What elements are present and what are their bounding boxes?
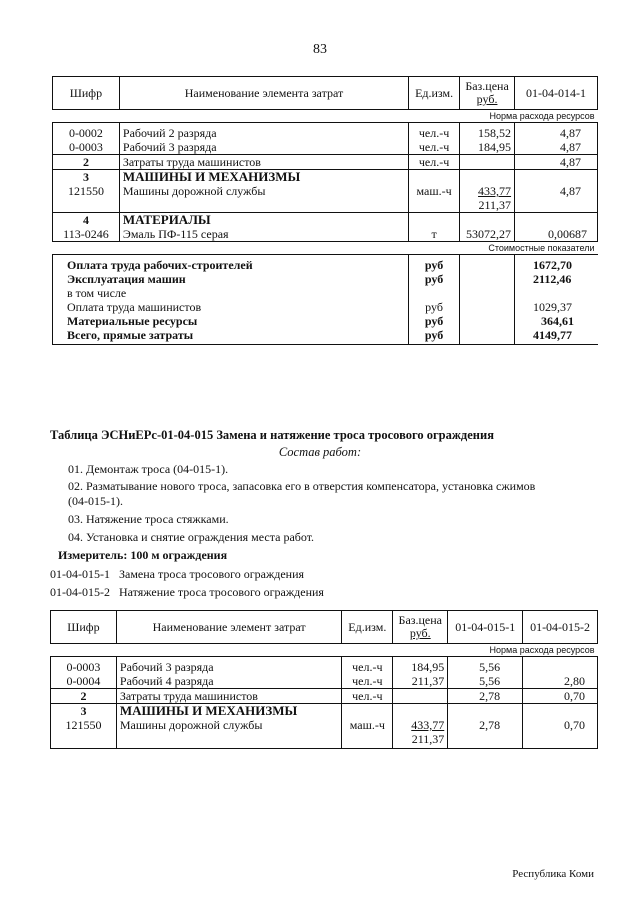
section-row: 4 МАТЕРИАЛЫ — [53, 213, 598, 228]
resource-table-1 — [52, 76, 598, 345]
table-row: 2 Затраты труда машинистов чел.-ч 4,87 — [53, 155, 598, 170]
header-unit: Ед.изм. — [409, 77, 460, 110]
item-line: 01-04-015-1 Замена троса тросового ограждения — [50, 567, 305, 581]
header-name: Наименование элемент затрат — [116, 611, 341, 644]
header-name: Наименование элемента затрат — [119, 77, 408, 110]
table-header — [51, 611, 598, 644]
header-price: Баз.цена руб. — [393, 611, 448, 644]
footer-region: Республика Коми — [512, 868, 594, 880]
cost-row: Оплата труда машинистов руб 1029,37 — [53, 300, 598, 314]
header-code: Шифр — [51, 611, 117, 644]
header-price: Баз.цена руб. — [460, 77, 515, 110]
cost-row: Материальные ресурсы руб 364,61 — [53, 314, 598, 328]
cost-row: Всего, прямые затраты руб 4149,77 — [53, 328, 598, 345]
step-item: 03. Натяжение троса стяжками. — [68, 512, 229, 526]
composition-heading: Состав работ: — [278, 445, 362, 459]
meter: Измеритель: 100 м ограждения — [58, 548, 228, 562]
table-row: 0-0003 Рабочий 3 разряда чел.-ч 184,95 4,87 — [53, 140, 598, 155]
section-row: 3 МАШИНЫ И МЕХАНИЗМЫ — [51, 704, 598, 719]
step-item: (04-015-1). — [68, 494, 123, 508]
table-row: 121550 Машины дорожной службы маш.-ч 433,77 211,37 2,78 0,70 — [51, 718, 598, 749]
table-header — [53, 77, 598, 110]
item-line: 01-04-015-2 Натяжение троса тросового ограждения — [50, 585, 324, 599]
step-item: 02. Разматывание нового троса, запасовка его в отверстия компенсатора, установка сжимов — [68, 479, 536, 493]
header-unit: Ед.изм. — [342, 611, 393, 644]
table-row: 2 Затраты труда машинистов чел.-ч 2,78 0,70 — [51, 689, 598, 704]
step-item: 04. Установка и снятие ограждения места работ. — [68, 530, 315, 544]
table-row: 0-0003 Рабочий 3 разряда чел.-ч 184,95 5,56 — [51, 657, 598, 675]
step-item: 01. Демонтаж троса (04-015-1). — [68, 462, 229, 476]
norm-label: Норма расхода ресурсов — [53, 110, 598, 123]
table-row: 121550 Машины дорожной службы маш.-ч 433,77 211,37 4,87 — [53, 184, 598, 213]
header-norm-code-2: 01-04-015-2 — [523, 611, 598, 644]
header-norm-code: 01-04-014-1 — [515, 77, 598, 110]
cost-row: Оплата труда рабочих-строителей руб 1672,70 — [53, 255, 598, 273]
section-row: 3 МАШИНЫ И МЕХАНИЗМЫ — [53, 170, 598, 185]
cost-row: в том числе — [53, 286, 598, 300]
page-number: 83 — [313, 42, 327, 57]
norm-label: Норма расхода ресурсов — [51, 644, 598, 657]
table-row: 0-0004 Рабочий 4 разряда чел.-ч 211,37 5,56 2,80 — [51, 674, 598, 689]
header-norm-code-1: 01-04-015-1 — [448, 611, 523, 644]
header-code: Шифр — [53, 77, 120, 110]
cost-label: Стоимостные показатели — [53, 242, 598, 255]
table-row: 0-0002 Рабочий 2 разряда чел.-ч 158,52 4,87 — [53, 123, 598, 141]
cost-row: Эксплуатация машин руб 2112,46 — [53, 272, 598, 286]
resource-table-2 — [50, 610, 598, 749]
table-row: 113-0246 Эмаль ПФ-115 серая т 53072,27 0,00687 — [53, 227, 598, 242]
section-title: Таблица ЭСНиЕРс-01-04-015 Замена и натяжение троса тросового ограждения — [50, 428, 494, 442]
